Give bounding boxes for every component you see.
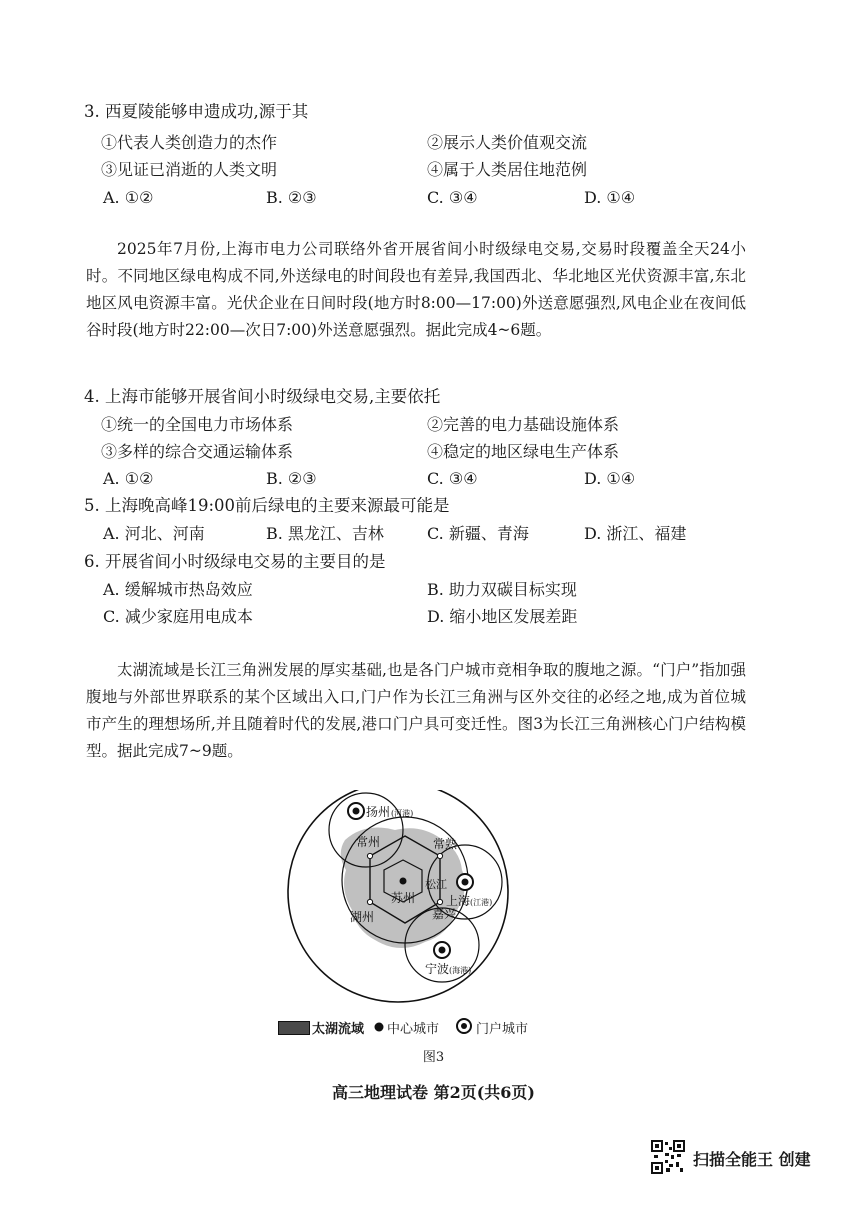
q3-item-4: ④属于人类居住地范例 — [427, 160, 588, 179]
label-songjiang: 松江 — [425, 878, 447, 891]
label-shanghai-note: (江港) — [470, 898, 493, 907]
q6-option-b: B. 助力双碳目标实现 — [427, 580, 577, 599]
q3-item-3: ③见证已消逝的人类文明 — [101, 160, 278, 179]
label-ningbo-note: (海港) — [449, 966, 472, 975]
q3-option-b: B. ②③ — [266, 188, 317, 207]
q5-option-a: A. 河北、河南 — [103, 524, 205, 543]
gateway-shanghai-marker — [457, 874, 473, 890]
q5-option-c: C. 新疆、青海 — [427, 524, 529, 543]
label-changshu: 常熟 — [433, 837, 458, 851]
q4-option-c: C. ③④ — [427, 469, 478, 488]
legend-center-label: 中心城市 — [387, 1022, 440, 1037]
gateway-yangzhou-marker — [348, 803, 364, 819]
passage-green-power: 2025年7月份,上海市电力公司联络外省开展省间小时级绿电交易,交易时段覆盖全天24小时。不同地区绿电构成不同,外送绿电的时间段也有差异,我国西北、华北地区光伏资源丰富,东北地区风电资源丰富。光伏企业在日间时段(地方时8:00—17:00)外送意愿强烈,风电企业在夜间低谷时段(地方时22:00—次日7:00)外送意愿强烈。据此完成4~6题。 — [86, 240, 746, 339]
gateway-ningbo-marker — [434, 942, 450, 958]
changzhou-node — [367, 853, 372, 858]
q3-option-c: C. ③④ — [427, 188, 478, 207]
label-ningbo: 宁波 — [425, 962, 450, 976]
label-jiaxing: 嘉兴 — [432, 907, 457, 921]
q5-option-b: B. 黑龙江、吉林 — [266, 524, 384, 543]
label-shanghai: 上海 — [446, 894, 471, 908]
passage-gateway: 太湖流域是长江三角洲发展的厚实基础,也是各门户城市竞相争取的腹地之源。“门户”指加强腹地与外部世界联系的某个区域出入口,门户作为长江三角洲与区外交往的必经之地,成为首位城市产生的理想场所,并且随着时代的发展,港口门户具可变迁性。图3为长江三角洲核心门户结构模型。据此完成7~9题。 — [86, 661, 746, 760]
legend-basin-label: 太湖流域 — [312, 1022, 365, 1037]
q4-stem: 4. 上海市能够开展省间小时级绿电交易,主要依托 — [84, 387, 441, 406]
changshu-node — [437, 853, 442, 858]
q6-option-d: D. 缩小地区发展差距 — [427, 607, 578, 626]
q4-item-1: ①统一的全国电力市场体系 — [101, 415, 294, 434]
q6-option-a: A. 缓解城市热岛效应 — [103, 580, 253, 599]
huzhou-node — [367, 899, 372, 904]
q4-item-4: ④稳定的地区绿电生产体系 — [427, 442, 620, 461]
q6-option-c: C. 减少家庭用电成本 — [103, 607, 253, 626]
label-yangzhou: 扬州 — [366, 805, 391, 819]
legend-gateway-label: 门户城市 — [476, 1022, 529, 1037]
jiaxing-node — [437, 899, 442, 904]
gateway-structure-model-figure — [270, 790, 570, 1015]
label-yangzhou-note: (河港) — [391, 809, 414, 818]
legend-center-dot-icon — [373, 1021, 385, 1033]
q5-stem: 5. 上海晚高峰19:00前后绿电的主要来源最可能是 — [84, 496, 450, 515]
qr-code-icon — [651, 1140, 685, 1174]
legend-basin-swatch — [278, 1021, 310, 1035]
figure-caption: 图3 — [422, 1050, 445, 1065]
label-changzhou: 常州 — [356, 835, 381, 849]
label-huzhou: 湖州 — [350, 910, 375, 924]
q4-option-a: A. ①② — [103, 469, 154, 488]
q5-option-d: D. 浙江、福建 — [584, 524, 687, 543]
q3-stem: 3. 西夏陵能够申遗成功,源于其 — [84, 102, 309, 121]
q3-item-1: ①代表人类创造力的杰作 — [101, 133, 278, 152]
q4-item-3: ③多样的综合交通运输体系 — [101, 442, 294, 461]
legend-gateway-icon — [455, 1017, 473, 1035]
central-city-dot — [400, 878, 407, 885]
q6-stem: 6. 开展省间小时级绿电交易的主要目的是 — [84, 552, 386, 571]
q3-option-d: D. ①④ — [584, 188, 636, 207]
q3-item-2: ②展示人类价值观交流 — [427, 133, 588, 152]
scanner-watermark: 扫描全能王 创建 — [693, 1150, 811, 1169]
q4-item-2: ②完善的电力基础设施体系 — [427, 415, 620, 434]
page-footer: 高三地理试卷 第2页(共6页) — [332, 1083, 535, 1102]
q4-option-d: D. ①④ — [584, 469, 636, 488]
q3-option-a: A. ①② — [103, 188, 154, 207]
label-suzhou: 苏州 — [391, 891, 416, 905]
q4-option-b: B. ②③ — [266, 469, 317, 488]
